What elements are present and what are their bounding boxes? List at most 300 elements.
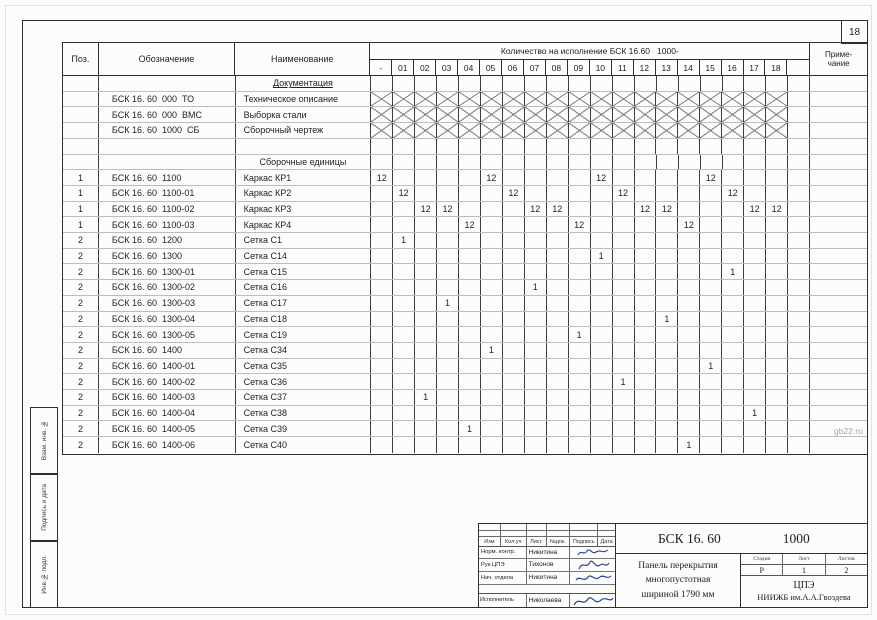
cell-qty (525, 186, 547, 201)
cell-qty: 12 (591, 170, 613, 185)
cell-qty (788, 155, 810, 170)
cell-qty (547, 343, 569, 358)
document-title (616, 554, 741, 607)
cell-qty (788, 327, 810, 342)
cell-designation: БСК 16. 60 1400-03 (99, 390, 236, 405)
cell-qty (437, 139, 459, 154)
cell-qty (459, 312, 481, 327)
cell-qty (525, 107, 547, 122)
cell-qty: 1 (722, 264, 744, 279)
cell-qty (547, 123, 569, 138)
qty-col-header: 17 (744, 60, 766, 75)
cell-qty (635, 92, 657, 107)
qty-col-header: 08 (546, 60, 568, 75)
cell-qty (656, 437, 678, 453)
table-row (63, 312, 867, 328)
cell-designation (99, 139, 236, 154)
cell-qty (371, 437, 393, 453)
cell-qty (459, 139, 481, 154)
cell-qty (569, 374, 591, 389)
qty-col-numbers (370, 60, 809, 75)
cell-name (236, 264, 372, 279)
cell-qty (415, 170, 437, 185)
title-block-bottom (616, 554, 867, 607)
cell-qty (766, 123, 788, 138)
cell-qty (722, 217, 744, 232)
cell-qty (503, 92, 525, 107)
cell-pos (63, 123, 99, 138)
cell-qty (700, 217, 722, 232)
organization-line: НИИЖБ им.А.А.Гвоздева (757, 592, 851, 603)
cell-qty (459, 406, 481, 421)
cell-qty (503, 249, 525, 264)
cell-qty (525, 421, 547, 436)
cell-qty (393, 296, 415, 311)
qty-col-header: 06 (502, 60, 524, 75)
cell-note (810, 170, 867, 185)
cell-qty (459, 280, 481, 295)
cell-qty (525, 406, 547, 421)
cell-qty: 12 (766, 202, 788, 217)
cell-name-text: Сетка С38 (243, 408, 288, 419)
cell-qty (613, 155, 635, 170)
margin-label-vzam: Взам. инв. № (40, 420, 48, 461)
cell-qty (503, 217, 525, 232)
cell-qty (656, 343, 678, 358)
cell-qty: 12 (393, 186, 415, 201)
table-row (63, 170, 867, 186)
page-number: 18 (848, 26, 861, 38)
cell-note (810, 437, 867, 453)
cell-qty (415, 374, 437, 389)
cell-qty (371, 76, 393, 91)
cell-qty (766, 437, 788, 453)
cell-qty (547, 233, 569, 248)
executor-name: Николаева (527, 594, 571, 607)
cell-qty (656, 406, 678, 421)
cell-qty (700, 343, 722, 358)
cell-qty (723, 76, 745, 91)
cell-qty (788, 186, 810, 201)
cell-qty (744, 139, 766, 154)
cell-qty (744, 374, 766, 389)
cell-qty (415, 343, 437, 358)
blank-cell (527, 531, 547, 537)
blank-cell (501, 531, 527, 537)
signature-tihonov (570, 559, 615, 571)
cell-qty (437, 107, 459, 122)
cell-qty (722, 312, 744, 327)
cell-qty (437, 421, 459, 436)
sign-row (479, 547, 615, 559)
cell-qty (415, 437, 437, 453)
cell-qty (744, 437, 766, 453)
cell-name-text: Сетка С14 (243, 251, 288, 262)
cell-qty (547, 76, 569, 91)
cell-qty (613, 296, 635, 311)
document-code: БСК 16. 60 (658, 530, 721, 546)
cell-qty (393, 264, 415, 279)
cell-designation: БСК 16. 60 1000 СБ (99, 123, 236, 138)
cell-qty (788, 217, 810, 232)
table-row (63, 421, 867, 437)
cell-qty (744, 249, 766, 264)
organization-line: ЦПЭ (793, 580, 815, 592)
qty-col-header: 18 (765, 60, 787, 75)
cell-qty (723, 155, 745, 170)
cell-qty (547, 186, 569, 201)
cell-qty (635, 123, 657, 138)
cell-qty (656, 107, 678, 122)
cell-qty (700, 327, 722, 342)
rev-header: Лист (527, 537, 547, 546)
cell-qty (393, 217, 415, 232)
executor-role: Исполнитель (479, 594, 527, 607)
cell-qty (547, 327, 569, 342)
cell-name (236, 217, 372, 232)
cell-qty (371, 123, 393, 138)
cell-qty (700, 249, 722, 264)
cell-qty (678, 123, 700, 138)
cell-qty (371, 202, 393, 217)
col-header-name: Наименование (235, 43, 370, 75)
cell-qty: 12 (722, 186, 744, 201)
note-header-line: чание (827, 59, 850, 68)
cell-qty (547, 359, 569, 374)
stage-org-block (741, 554, 867, 607)
cell-qty (459, 92, 481, 107)
cell-qty (547, 421, 569, 436)
cell-designation: БСК 16. 60 1400 (99, 343, 236, 358)
cell-qty (766, 406, 788, 421)
cell-qty (635, 249, 657, 264)
cell-qty (503, 312, 525, 327)
cell-qty (635, 406, 657, 421)
cell-qty (678, 390, 700, 405)
cell-qty (415, 155, 437, 170)
qty-col-header: 12 (634, 60, 656, 75)
cell-qty (744, 123, 766, 138)
cell-qty (591, 437, 613, 453)
table-row (63, 92, 867, 108)
cell-qty (722, 107, 744, 122)
cell-qty (613, 406, 635, 421)
cell-qty (656, 217, 678, 232)
cell-pos: 2 (63, 343, 99, 358)
cell-qty (371, 233, 393, 248)
cell-qty (459, 437, 481, 453)
cell-qty (613, 123, 635, 138)
cell-pos (63, 139, 99, 154)
cell-qty (481, 312, 503, 327)
table-row (63, 280, 867, 296)
cell-name (236, 233, 372, 248)
cell-qty (547, 107, 569, 122)
cell-qty (656, 170, 678, 185)
cell-qty (591, 76, 613, 91)
cell-qty (459, 76, 481, 91)
cell-name-text: Сетка С37 (243, 392, 288, 403)
cell-qty (700, 312, 722, 327)
cell-qty (678, 406, 700, 421)
cell-qty (635, 186, 657, 201)
table-row (63, 123, 867, 139)
qty-col-header: 01 (392, 60, 414, 75)
cell-qty (591, 186, 613, 201)
cell-pos: 2 (63, 406, 99, 421)
qty-col-header: 05 (480, 60, 502, 75)
cell-qty (459, 359, 481, 374)
cell-note (810, 296, 867, 311)
cell-qty (525, 390, 547, 405)
cell-qty (503, 327, 525, 342)
table-row (63, 155, 867, 171)
cell-pos: 1 (63, 186, 99, 201)
watermark: gb22.ru (834, 426, 863, 436)
cell-qty (371, 186, 393, 201)
cell-qty (656, 186, 678, 201)
cell-qty: 12 (744, 202, 766, 217)
cell-qty (481, 249, 503, 264)
cell-qty (656, 374, 678, 389)
cell-qty (525, 76, 547, 91)
cell-qty (481, 406, 503, 421)
cell-qty (415, 76, 437, 91)
cell-qty (722, 170, 744, 185)
title-block (478, 523, 868, 608)
cell-qty (788, 264, 810, 279)
stage-value: Р (741, 565, 783, 575)
cell-qty (656, 421, 678, 436)
cell-name (236, 202, 372, 217)
qty-col-header: 02 (414, 60, 436, 75)
qty-col-header: 14 (678, 60, 700, 75)
cell-qty (371, 327, 393, 342)
cell-qty (613, 139, 635, 154)
margin-box-podpis (30, 474, 58, 541)
cell-qty (569, 155, 591, 170)
cell-qty (591, 139, 613, 154)
cell-name (236, 249, 372, 264)
cell-qty (613, 217, 635, 232)
cell-designation (99, 76, 236, 91)
qty-col-header (787, 60, 809, 75)
cell-qty (656, 233, 678, 248)
cell-qty (591, 359, 613, 374)
cell-qty (744, 390, 766, 405)
cell-qty: 1 (613, 374, 635, 389)
cell-qty (481, 390, 503, 405)
cell-note (810, 280, 867, 295)
cell-name-text: Сетка С40 (243, 440, 288, 451)
cell-qty (656, 359, 678, 374)
cell-qty (678, 374, 700, 389)
cell-qty (678, 249, 700, 264)
cell-qty (591, 217, 613, 232)
cell-qty (371, 390, 393, 405)
cell-name (236, 76, 372, 91)
cell-qty (635, 170, 657, 185)
cell-qty (678, 296, 700, 311)
cell-pos: 2 (63, 280, 99, 295)
cell-qty (766, 76, 788, 91)
cell-name (236, 343, 372, 358)
cell-qty (547, 264, 569, 279)
cell-qty (700, 390, 722, 405)
cell-qty (459, 296, 481, 311)
table-row (63, 359, 867, 375)
cell-qty (547, 406, 569, 421)
cell-qty: 12 (678, 217, 700, 232)
cell-name (236, 327, 372, 342)
cell-qty (481, 155, 503, 170)
cell-pos (63, 76, 99, 91)
sign-name: Никитина (527, 547, 571, 558)
cell-qty (415, 406, 437, 421)
margin-box-vzam (30, 407, 58, 474)
cell-qty (481, 107, 503, 122)
cell-qty (591, 202, 613, 217)
cell-qty (547, 170, 569, 185)
cell-qty (656, 280, 678, 295)
cell-qty (678, 312, 700, 327)
cell-qty (766, 296, 788, 311)
rev-header: Подпись (570, 537, 598, 546)
cell-qty (437, 123, 459, 138)
cell-qty (371, 92, 393, 107)
cell-qty (503, 296, 525, 311)
cell-qty (503, 170, 525, 185)
cell-name (236, 390, 372, 405)
cell-qty (766, 92, 788, 107)
cell-name (236, 359, 372, 374)
cell-name (236, 280, 372, 295)
cell-qty (591, 264, 613, 279)
cell-qty (569, 233, 591, 248)
cell-qty: 12 (525, 202, 547, 217)
cell-qty (371, 374, 393, 389)
cell-qty (569, 280, 591, 295)
cell-name-text: Сетка С34 (243, 345, 288, 356)
cell-qty (393, 107, 415, 122)
cell-designation: БСК 16. 60 1300-04 (99, 312, 236, 327)
table-row (63, 296, 867, 312)
sign-name: Тихонов (527, 559, 571, 571)
cell-qty (437, 233, 459, 248)
cell-name (236, 406, 372, 421)
cell-qty (591, 280, 613, 295)
cell-qty (591, 296, 613, 311)
sign-role: Норм. контр. (479, 547, 527, 558)
cell-note (810, 390, 867, 405)
cell-name-text: Сборочный чертеж (243, 125, 324, 136)
cell-qty (635, 390, 657, 405)
spec-table-body (63, 76, 867, 453)
cell-qty (722, 437, 744, 453)
cell-note (810, 155, 867, 170)
cell-qty: 1 (591, 249, 613, 264)
cell-qty (459, 249, 481, 264)
cell-qty (569, 296, 591, 311)
cell-name-text: Документация (272, 78, 333, 89)
blank-cell (547, 531, 571, 537)
revision-header-row (479, 537, 615, 547)
cell-qty (569, 139, 591, 154)
cell-qty (744, 186, 766, 201)
signature-nikitina-2 (570, 572, 615, 584)
table-row (63, 406, 867, 422)
cell-qty (635, 343, 657, 358)
cell-designation: БСК 16. 60 1300-05 (99, 327, 236, 342)
cell-qty (701, 155, 723, 170)
document-code-band (616, 524, 867, 554)
cell-qty (613, 107, 635, 122)
cell-qty (635, 264, 657, 279)
cell-qty (547, 374, 569, 389)
cell-qty (678, 92, 700, 107)
cell-name-text: Сетка С16 (243, 282, 288, 293)
cell-qty (678, 139, 700, 154)
note-header-line: Приме- (825, 49, 853, 59)
cell-designation: БСК 16. 60 1300-03 (99, 296, 236, 311)
cell-qty (766, 170, 788, 185)
cell-qty (569, 107, 591, 122)
cell-qty (371, 217, 393, 232)
cell-qty (722, 406, 744, 421)
cell-note (810, 107, 867, 122)
organization (741, 576, 867, 607)
cell-qty (393, 76, 415, 91)
cell-qty (503, 374, 525, 389)
cell-qty (393, 312, 415, 327)
cell-qty (393, 327, 415, 342)
cell-qty (415, 312, 437, 327)
cell-qty (459, 202, 481, 217)
qty-col-header: 15 (700, 60, 722, 75)
cell-qty (569, 264, 591, 279)
cell-qty (481, 421, 503, 436)
table-row (63, 327, 867, 343)
cell-qty (722, 390, 744, 405)
cell-qty (766, 327, 788, 342)
cell-qty (678, 359, 700, 374)
cell-qty (415, 296, 437, 311)
cell-qty (393, 374, 415, 389)
cell-qty: 12 (613, 186, 635, 201)
rev-header: Дата (600, 538, 613, 545)
cell-qty (371, 421, 393, 436)
cell-qty: 12 (700, 170, 722, 185)
cell-qty (437, 217, 459, 232)
cell-qty (481, 186, 503, 201)
cell-qty (547, 296, 569, 311)
cell-qty (722, 202, 744, 217)
cell-qty (547, 155, 569, 170)
cell-qty (744, 264, 766, 279)
cell-qty (591, 406, 613, 421)
cell-qty (657, 155, 679, 170)
cell-qty (371, 296, 393, 311)
cell-qty (459, 264, 481, 279)
cell-name (236, 170, 372, 185)
sign-row (479, 559, 615, 572)
cell-qty (788, 343, 810, 358)
cell-pos: 2 (63, 359, 99, 374)
cell-qty (678, 421, 700, 436)
cell-name-text: Сетка С18 (243, 313, 288, 324)
cell-qty (437, 76, 459, 91)
cell-name-text: Сетка С39 (243, 423, 288, 434)
